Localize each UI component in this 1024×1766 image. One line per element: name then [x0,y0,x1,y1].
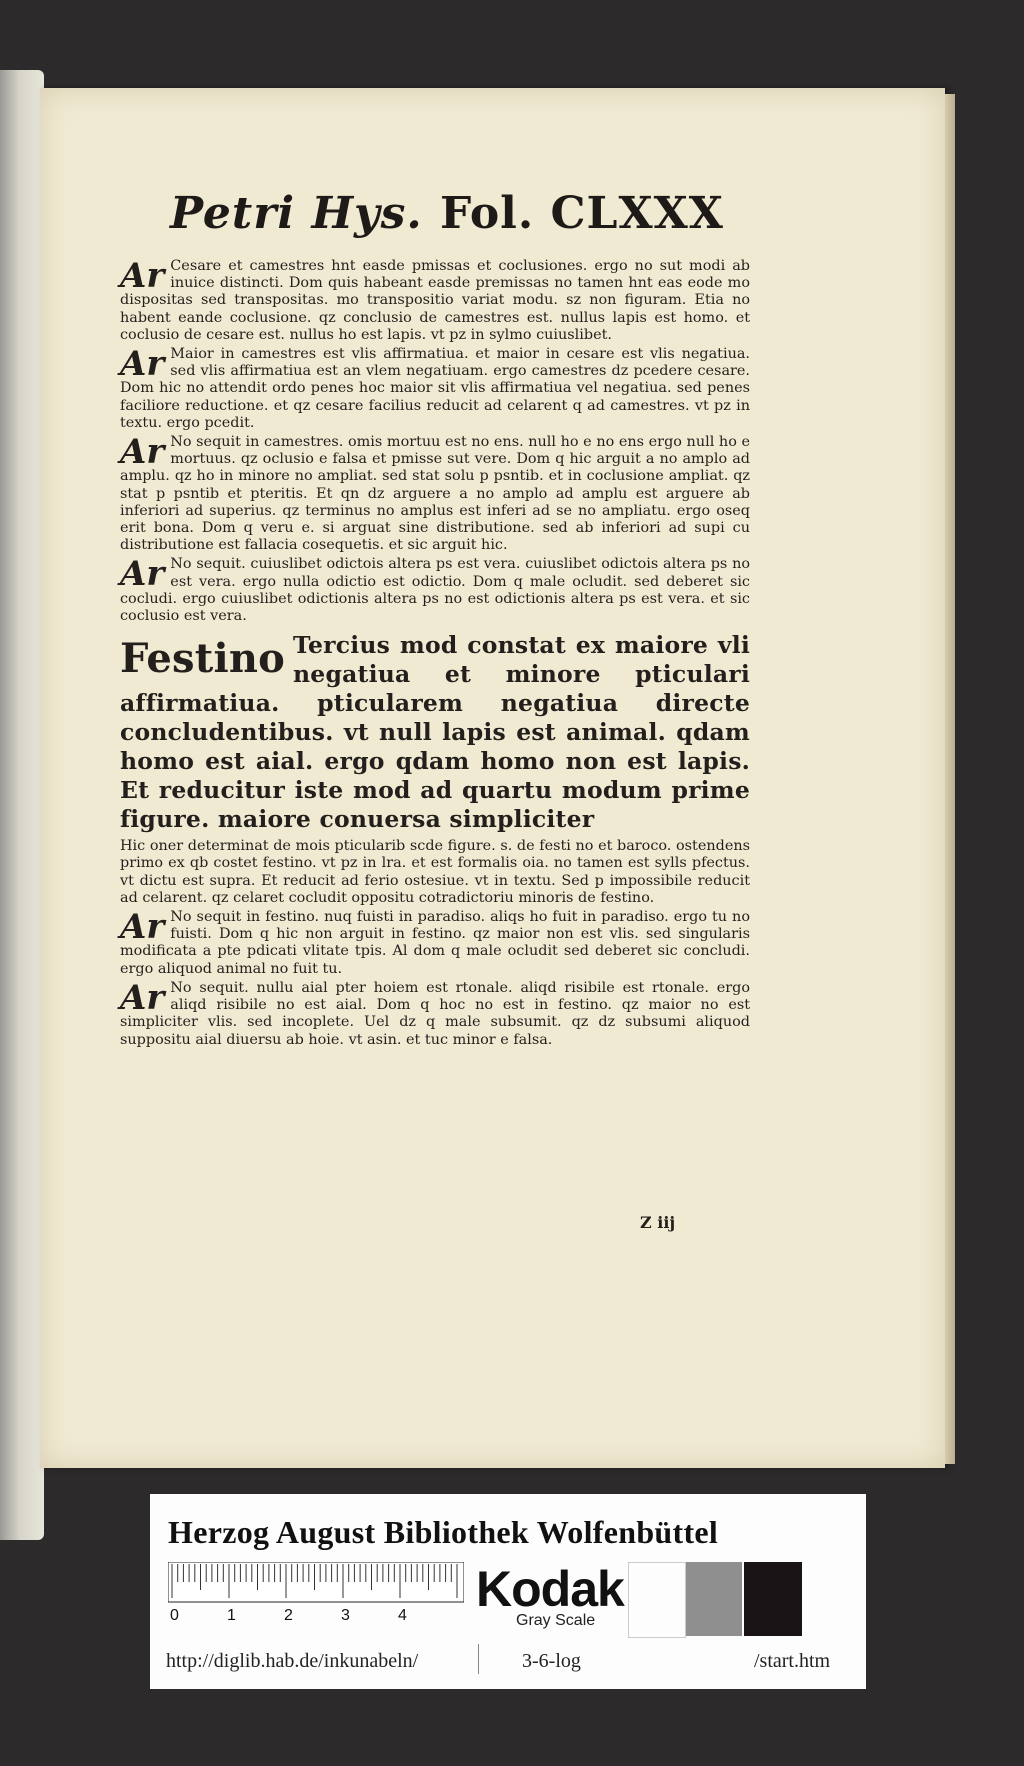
header-author: Petri Hys. [170,188,423,239]
paragraph [120,258,750,344]
scan-code: 3-6-log [522,1650,581,1672]
book-page [40,88,945,1468]
ruler-number: 3 [341,1607,350,1624]
divider [478,1644,479,1674]
paragraph [120,556,750,625]
paragraph [120,977,750,1049]
paragraph-text: No sequit in camestres. omis mortuu est no ens. null ho e no ens ergo null ho e mortuus. qz oclusio e falsa et pmisse sut vere. Dom q hic arguit a no amplo ad amplu. qz ho in minore no ampliat. sed stat solu p psntib. et in coclusione ampliat. qz stat p psntib et pteritis. Et qn dz arguere a no amplo ad amplu est arguere ab inferiori ad superius. qz terminus no amplus est inferi ad se no ampliatu. ergo oseq erit bona. Dom q veru e. si arguat sine distributione. sed ab inferiori ad supi cu distributione est fallacia cosequetis. et sic arguit hic. [120,434,750,554]
paragraph-text: No sequit. cuiuslibet odictois altera ps est vera. cuiuslibet odictois altera ps no est vera. ergo nulla odictio est odictio. Dom q male ocludit. sed deberet sic cocludi. ergo cuiuslibet odictionis altera ps no est odictionis altera ps est vera. et sic coclusio est vera. [120,556,750,625]
header-folio: Fol. CLXXX [440,188,724,239]
ruler-number: 1 [227,1607,236,1624]
paragraph-text: Maior in camestres est vlis affirmatiua. et maior in cesare est vlis negatiua. sed vlis affirmatiua est an vlem negatiuam. ergo camestres dz pcedere cesare. Dom hic no attendit ordo penes hoc maior sit vlis affirmatiua vel negatiua. sed penes faciliore reductione. et qz cesare facilius reducit ad celarent q ad camestres. vt pz in textu. ergo pcedit. [120,346,750,431]
running-header [170,188,870,248]
library-color-strip [150,1494,866,1689]
paragraph-initial: Ar [120,344,165,385]
paragraph-initial: Ar [120,256,165,296]
page-edge [945,94,955,1464]
festino-section [120,631,750,834]
paragraph-text: No sequit in festino. nuq fuisti in paradiso. aliqs ho fuit in paradiso. ergo tu no fuisti. Dom q hic non arguit in festino. qz maior non est vlis. sed singularis modificata a pte pdicati vlitate tpis. Al dom q male ocludit sed deberet sic concludi. ergo aliquod animal no fuit tu. [120,909,750,977]
paragraph-initial: Ar [120,907,165,948]
paragraph-initial: Ar [120,977,165,1018]
paragraph-text: Hic oner determinat de mois pticularib scde figure. s. de festi no et baroco. ostendens primo ex qb costet festino. vt pz in lra. et est formalis oia. no tamen est sylls pfectus. vt dictu est supra. Et reducit ad ferio ostesiue. vt in textu. Sed p impossibile reducit ad celarent. qz celaret cocludit oppositu cotradictoriu minoris de festino. [120,838,750,906]
main-text-column [120,258,750,1051]
ruler-number: 0 [170,1607,179,1624]
ruler-scale [168,1562,464,1624]
commentary-paragraph [120,838,750,907]
festino-heading: Festino [120,635,286,683]
gray-patch [686,1562,742,1636]
black-patch [744,1562,802,1636]
paragraph-text: Cesare et camestres hnt easde pmissas et coclusiones. ergo no sut modi ab inuice distincti. Dom quis habeant easde premissas no tamen hnt eas eode mo dispositas sed transpositas. mo transpositio variat modu. sz non figuram. Etia no habent eande coclusione. qz conclusio de camestres est. nullus lapis est homo. et coclusio de cesare est. nullus ho est lapis. vt pz in sylmo cuiuslibet. [120,258,750,343]
paragraph-initial: Ar [120,554,165,595]
festino-text: Tercius mod constat ex maiore vli negatiua et minore pticulari affirmatiua. pticularem negatiua directe concludentibus. vt null lapis est animal. qdam homo est aial. ergo qdam homo non est lapis. Et reducitur iste mod ad quartu modum prime figure. maiore conuersa simpliciter [120,631,750,834]
start-path: /start.htm [754,1650,831,1672]
paragraph-initial: Ar [120,432,165,473]
paragraph [120,346,750,432]
gray-scale-label: Gray Scale [516,1612,596,1629]
catalog-url: http://diglib.hab.de/inkunabeln/ [166,1650,419,1672]
paragraph [120,434,750,554]
ruler-number: 2 [284,1607,293,1624]
paragraph-text: No sequit. nullu aial pter hoiem est rtonale. aliqd risibile est rtonale. ergo aliqd risibile no est aial. Dom q hoc no est in festino. qz maior no est simpliciter vlis. sed incoplete. Uel dz q male subsumit. qz dz subsumi aliquod suppositu aial diuersu ab hoie. vt asin. et tuc minor e falsa. [120,979,750,1048]
paragraph [120,909,750,978]
library-name: Herzog August Bibliothek Wolfenbüttel [168,1514,719,1550]
adjacent-page-edge [0,70,44,1540]
ruler-number: 4 [398,1607,407,1624]
signature-mark: Z iij [640,1213,676,1232]
white-patch [628,1562,686,1638]
kodak-logo: Kodak [476,1561,624,1617]
